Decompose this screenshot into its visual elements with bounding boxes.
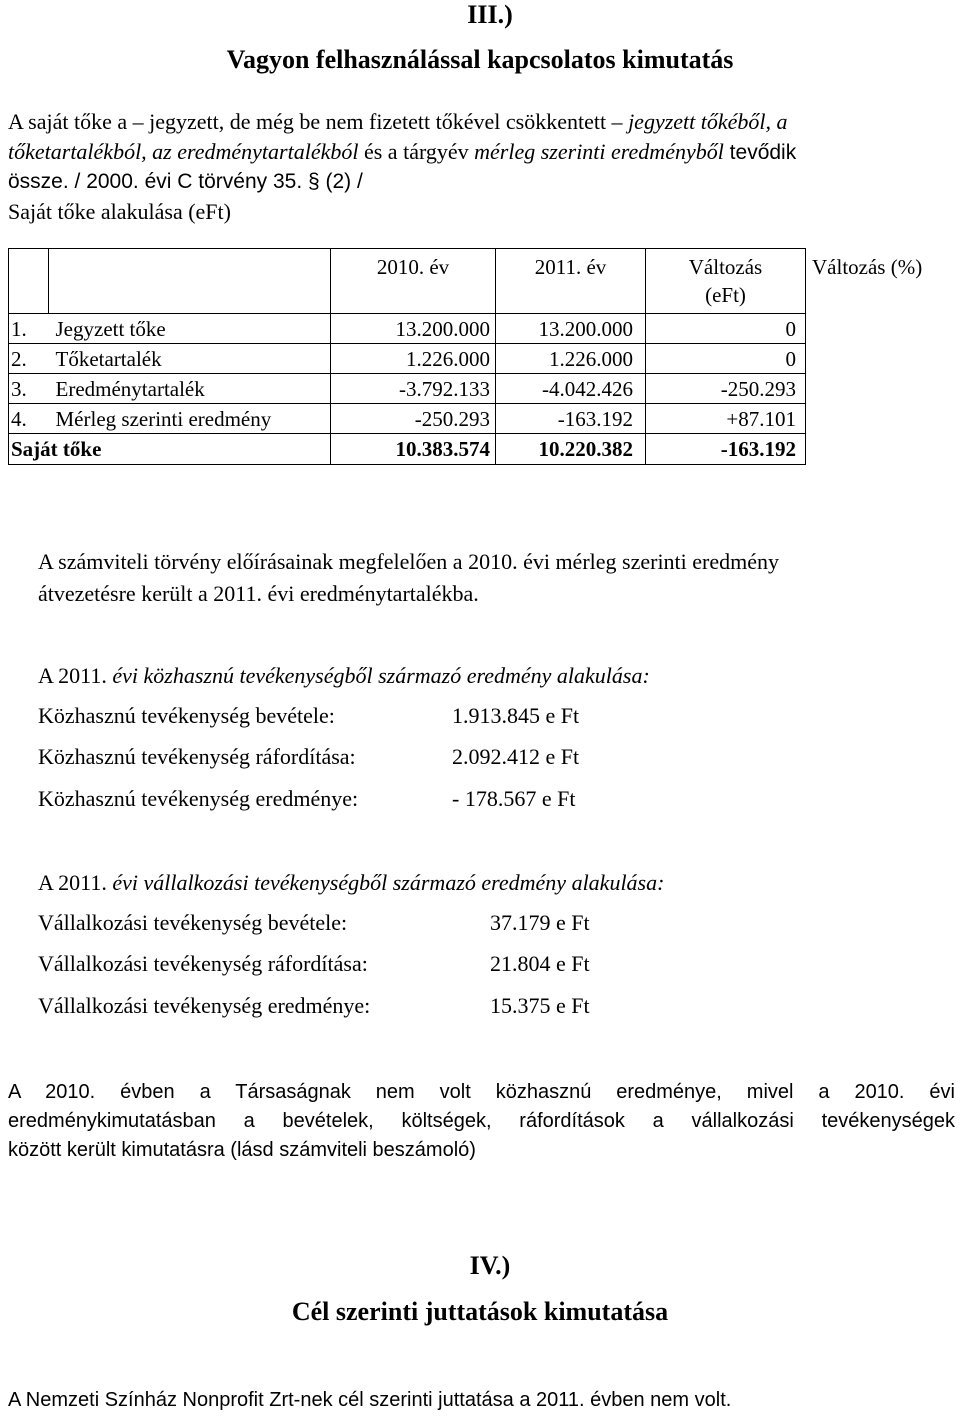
business-income-label: Vállalkozási tevékenység bevétele: xyxy=(38,910,348,935)
table-row xyxy=(9,314,956,344)
paragraph-line: között került kimutatásra (lásd számviteli beszámoló) xyxy=(8,1139,476,1161)
value-change-percent xyxy=(806,344,956,374)
business-result-value: 15.375 e Ft xyxy=(490,993,590,1018)
accounting-note xyxy=(38,546,779,610)
value-change-percent xyxy=(806,404,956,434)
row-label: Tőketartalék xyxy=(49,344,331,374)
value-2010: -3.792.133 xyxy=(331,374,496,404)
value-change-eft: 0 xyxy=(646,314,806,344)
heading-text: A 2011. xyxy=(38,870,113,895)
business-expense-value: 21.804 e Ft xyxy=(490,951,590,976)
value-change-eft: -250.293 xyxy=(646,374,806,404)
total-change-percent xyxy=(806,434,956,465)
row-number: 2. xyxy=(9,344,49,374)
value-change-percent xyxy=(806,314,956,344)
value-2010: -250.293 xyxy=(331,404,496,434)
header-2010: 2010. év xyxy=(331,249,496,314)
value-2010: 1.226.000 xyxy=(331,344,496,374)
section-number: IV.) xyxy=(469,1251,511,1280)
note-line: A számviteli törvény előírásainak megfelelően a 2010. évi mérleg szerinti eredmény xyxy=(38,549,780,574)
header-change-eft: Változás (eFt) xyxy=(688,255,763,307)
table-caption: Saját tőke alakulása (eFt) xyxy=(8,199,231,224)
heading-italic-text: évi közhasznú tevékenységből származó eredmény alakulása: xyxy=(112,663,650,688)
value-2010: 13.200.000 xyxy=(331,314,496,344)
total-change-eft: -163.192 xyxy=(646,434,806,465)
heading-italic-text: évi vállalkozási tevékenységből származó eredmény alakulása: xyxy=(112,870,665,895)
header-change-percent: Változás (%) xyxy=(806,249,956,314)
intro-italic-text: tőketartalékból, az eredménytartalékból xyxy=(8,139,359,164)
row-number: 3. xyxy=(9,374,49,404)
total-2011: 10.220.382 xyxy=(496,434,646,465)
public-expense-label: Közhasznú tevékenység ráfordítása: xyxy=(38,744,356,769)
value-2011: 13.200.000 xyxy=(496,314,646,344)
value-2011: 1.226.000 xyxy=(496,344,646,374)
public-result-label: Közhasznú tevékenység eredménye: xyxy=(38,786,359,811)
value-change-eft: +87.101 xyxy=(646,404,806,434)
intro-text: és a tárgyév xyxy=(358,139,475,164)
intro-italic-text: jegyzett tőkéből, a xyxy=(628,109,788,134)
value-2011: -163.192 xyxy=(496,404,646,434)
row-label: Jegyzett tőke xyxy=(49,314,331,344)
value-2011: -4.042.426 xyxy=(496,374,646,404)
heading-text: A 2011. xyxy=(38,663,113,688)
section-title: Cél szerinti juttatások kimutatása xyxy=(291,1297,669,1326)
business-result-label: Vállalkozási tevékenység eredménye: xyxy=(38,993,371,1018)
total-label: Saját tőke xyxy=(9,434,331,465)
note-2010-paragraph xyxy=(8,1078,955,1165)
intro-italic-text: mérleg szerinti eredményből xyxy=(474,139,724,164)
table-row xyxy=(9,344,956,374)
intro-line xyxy=(8,137,796,167)
public-expense-value: 2.092.412 e Ft xyxy=(452,744,580,769)
business-expense-label: Vállalkozási tevékenység ráfordítása: xyxy=(38,951,368,976)
header-empty-cell xyxy=(9,249,49,314)
paragraph-line: eredménykimutatásban a bevételek, költségek, ráfordítások a vállalkozási tevékenységek xyxy=(8,1110,955,1132)
public-result-value: - 178.567 e Ft xyxy=(452,786,576,811)
section-number: III.) xyxy=(467,0,513,29)
business-income-value: 37.179 e Ft xyxy=(490,910,590,935)
intro-line xyxy=(8,107,796,137)
section-text: A Nemzeti Színház Nonprofit Zrt-nek cél szerinti juttatása a 2011. évben nem volt. xyxy=(8,1389,732,1411)
equity-table xyxy=(8,248,956,465)
business-heading xyxy=(38,868,664,898)
table-row xyxy=(9,374,956,404)
intro-text: tevődik xyxy=(723,141,797,164)
row-label: Eredménytartalék xyxy=(49,374,331,404)
header-2011: 2011. év xyxy=(496,249,646,314)
row-label: Mérleg szerinti eredmény xyxy=(49,404,331,434)
header-change-eft-cell xyxy=(646,249,806,314)
section-title: Vagyon felhasználással kapcsolatos kimutatás xyxy=(226,45,734,74)
public-income-label: Közhasznú tevékenység bevétele: xyxy=(38,703,335,728)
total-2010: 10.383.574 xyxy=(331,434,496,465)
value-change-percent xyxy=(806,374,956,404)
public-income-value: 1.913.845 e Ft xyxy=(452,703,580,728)
table-row xyxy=(9,404,956,434)
header-empty-cell xyxy=(49,249,331,314)
row-number: 4. xyxy=(9,404,49,434)
public-benefit-heading xyxy=(38,661,650,691)
value-change-eft: 0 xyxy=(646,344,806,374)
row-number: 1. xyxy=(9,314,49,344)
paragraph-line: A 2010. évben a Társaságnak nem volt közhasznú eredménye, mivel a 2010. évi xyxy=(8,1081,955,1103)
intro-line: össze. / 2000. évi C törvény 35. § (2) / xyxy=(8,170,363,193)
table-total-row xyxy=(9,434,956,465)
note-line: átvezetésre került a 2011. évi eredménytartalékba. xyxy=(38,581,479,606)
intro-paragraph xyxy=(8,107,796,227)
intro-text: A saját tőke a – jegyzett, de még be nem fizetett tőkével csökkentett – xyxy=(8,109,629,134)
table-header-row xyxy=(9,249,956,314)
